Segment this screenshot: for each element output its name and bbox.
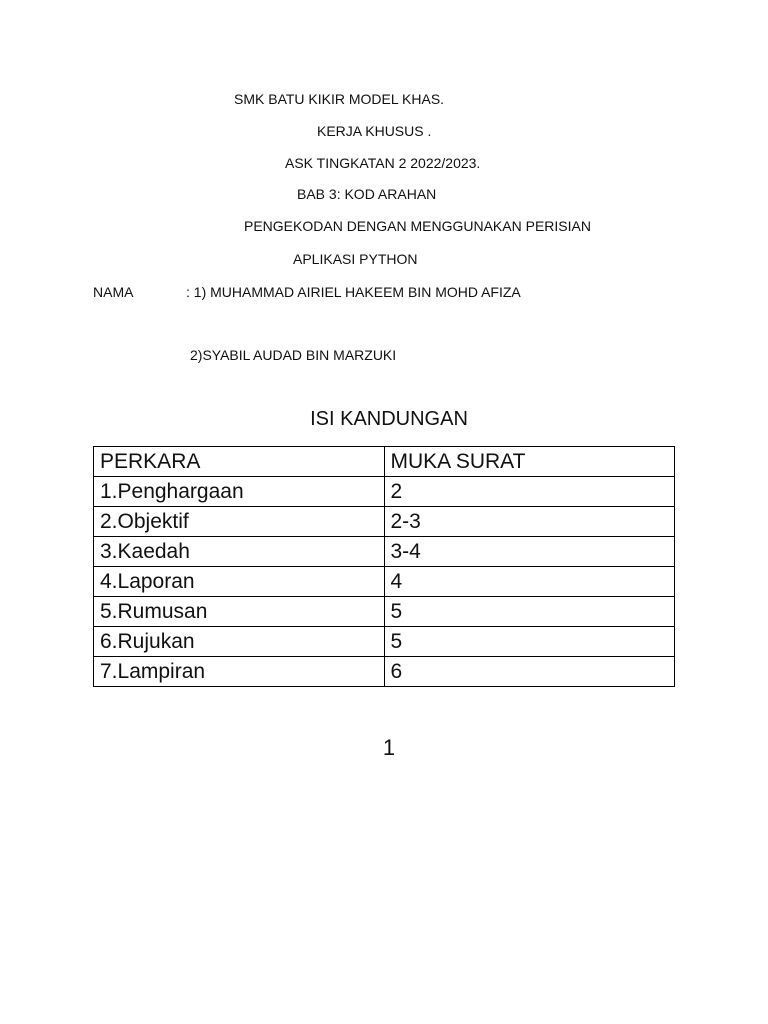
topic-line-1: PENGEKODAN DENGAN MENGGUNAKAN PERISIAN bbox=[244, 218, 591, 234]
toc-item: 1.Penghargaan bbox=[94, 477, 385, 507]
toc-page: 2 bbox=[384, 477, 675, 507]
toc-table bbox=[93, 446, 675, 687]
toc-row bbox=[94, 597, 675, 627]
chapter-line: BAB 3: KOD ARAHAN bbox=[297, 186, 437, 202]
toc-page: 5 bbox=[384, 597, 675, 627]
toc-item: 7.Lampiran bbox=[94, 657, 385, 687]
topic-line-2: APLIKASI PYTHON bbox=[293, 251, 418, 267]
name-label: NAMA bbox=[93, 284, 134, 300]
toc-header-row bbox=[94, 447, 675, 477]
toc-header-item: PERKARA bbox=[94, 447, 385, 477]
toc-row bbox=[94, 537, 675, 567]
school-name: SMK BATU KIKIR MODEL KHAS. bbox=[234, 91, 445, 107]
task-title: KERJA KHUSUS . bbox=[317, 123, 432, 139]
toc-item: 4.Laporan bbox=[94, 567, 385, 597]
toc-page: 6 bbox=[384, 657, 675, 687]
member-name-1: : 1) MUHAMMAD AIRIEL HAKEEM BIN MOHD AFIZA bbox=[186, 284, 521, 300]
toc-item: 5.Rumusan bbox=[94, 597, 385, 627]
toc-row bbox=[94, 477, 675, 507]
subject-line: ASK TINGKATAN 2 2022/2023. bbox=[285, 155, 481, 171]
toc-page: 5 bbox=[384, 627, 675, 657]
toc-page: 4 bbox=[384, 567, 675, 597]
member-name-2: 2)SYABIL AUDAD BIN MARZUKI bbox=[190, 347, 397, 363]
toc-page: 2-3 bbox=[384, 507, 675, 537]
toc-row bbox=[94, 657, 675, 687]
toc-title: ISI KANDUNGAN bbox=[310, 408, 468, 430]
toc-item: 6.Rujukan bbox=[94, 627, 385, 657]
toc-row bbox=[94, 627, 675, 657]
toc-item: 2.Objektif bbox=[94, 507, 385, 537]
toc-item: 3.Kaedah bbox=[94, 537, 385, 567]
toc-row bbox=[94, 567, 675, 597]
toc-header-page: MUKA SURAT bbox=[384, 447, 675, 477]
toc-row bbox=[94, 507, 675, 537]
toc-page: 3-4 bbox=[384, 537, 675, 567]
page-number: 1 bbox=[382, 735, 396, 760]
